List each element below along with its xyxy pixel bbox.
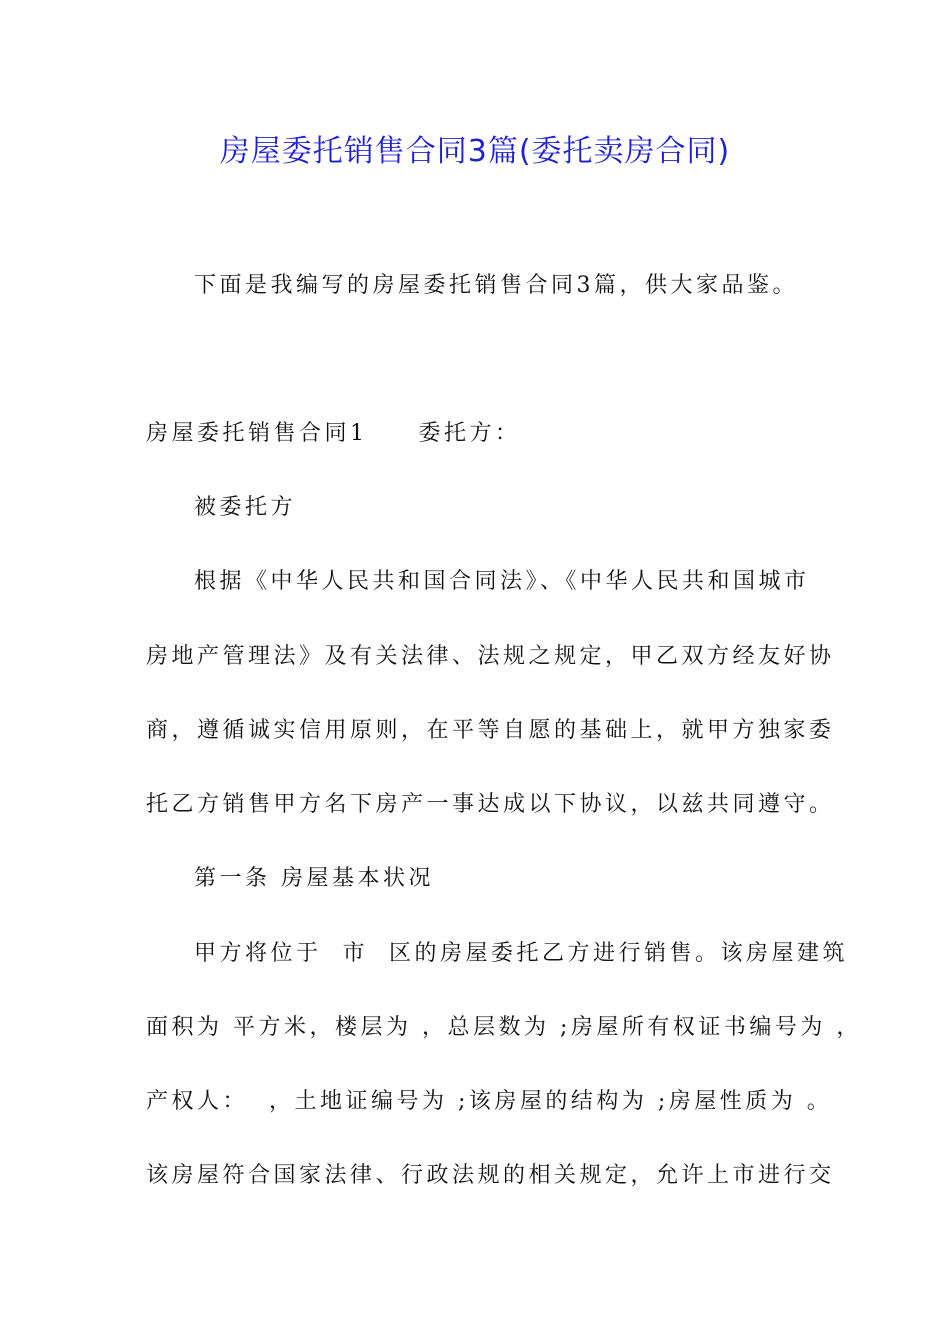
contract-heading-line: 房屋委托销售合同1 委托方： [146, 421, 521, 446]
paragraph-line: 根据《中华人民共和国合同法》、《中华人民共和国城市 [194, 569, 810, 594]
paragraph-line: 商，遵循诚实信用原则，在平等自愿的基础上，就甲方独家委 [146, 718, 835, 743]
paragraph-line: 面积为 平方米，楼层为 ，总层数为 ;房屋所有权证书编号为 ， [146, 1015, 862, 1040]
entrusted-party-line: 被委托方 [194, 495, 297, 520]
paragraph-line: 产权人： ，土地证编号为 ;该房屋的结构为 ;房屋性质为 。 [146, 1089, 833, 1114]
paragraph-line: 房地产管理法》及有关法律、法规之规定，甲乙双方经友好协 [146, 644, 835, 669]
document-title: 房屋委托销售合同3篇(委托卖房合同) [219, 134, 731, 169]
paragraph-line: 甲方将位于 市 区的房屋委托乙方进行销售。该房屋建筑 [194, 941, 848, 966]
intro-paragraph: 下面是我编写的房屋委托销售合同3篇，供大家品鉴。 [194, 273, 798, 298]
paragraph-line: 该房屋符合国家法律、行政法规的相关规定，允许上市进行交 [146, 1163, 835, 1188]
paragraph-line: 托乙方销售甲方名下房产一事达成以下协议，以兹共同遵守。 [146, 792, 835, 817]
article-heading: 第一条 房屋基本状况 [194, 866, 434, 891]
